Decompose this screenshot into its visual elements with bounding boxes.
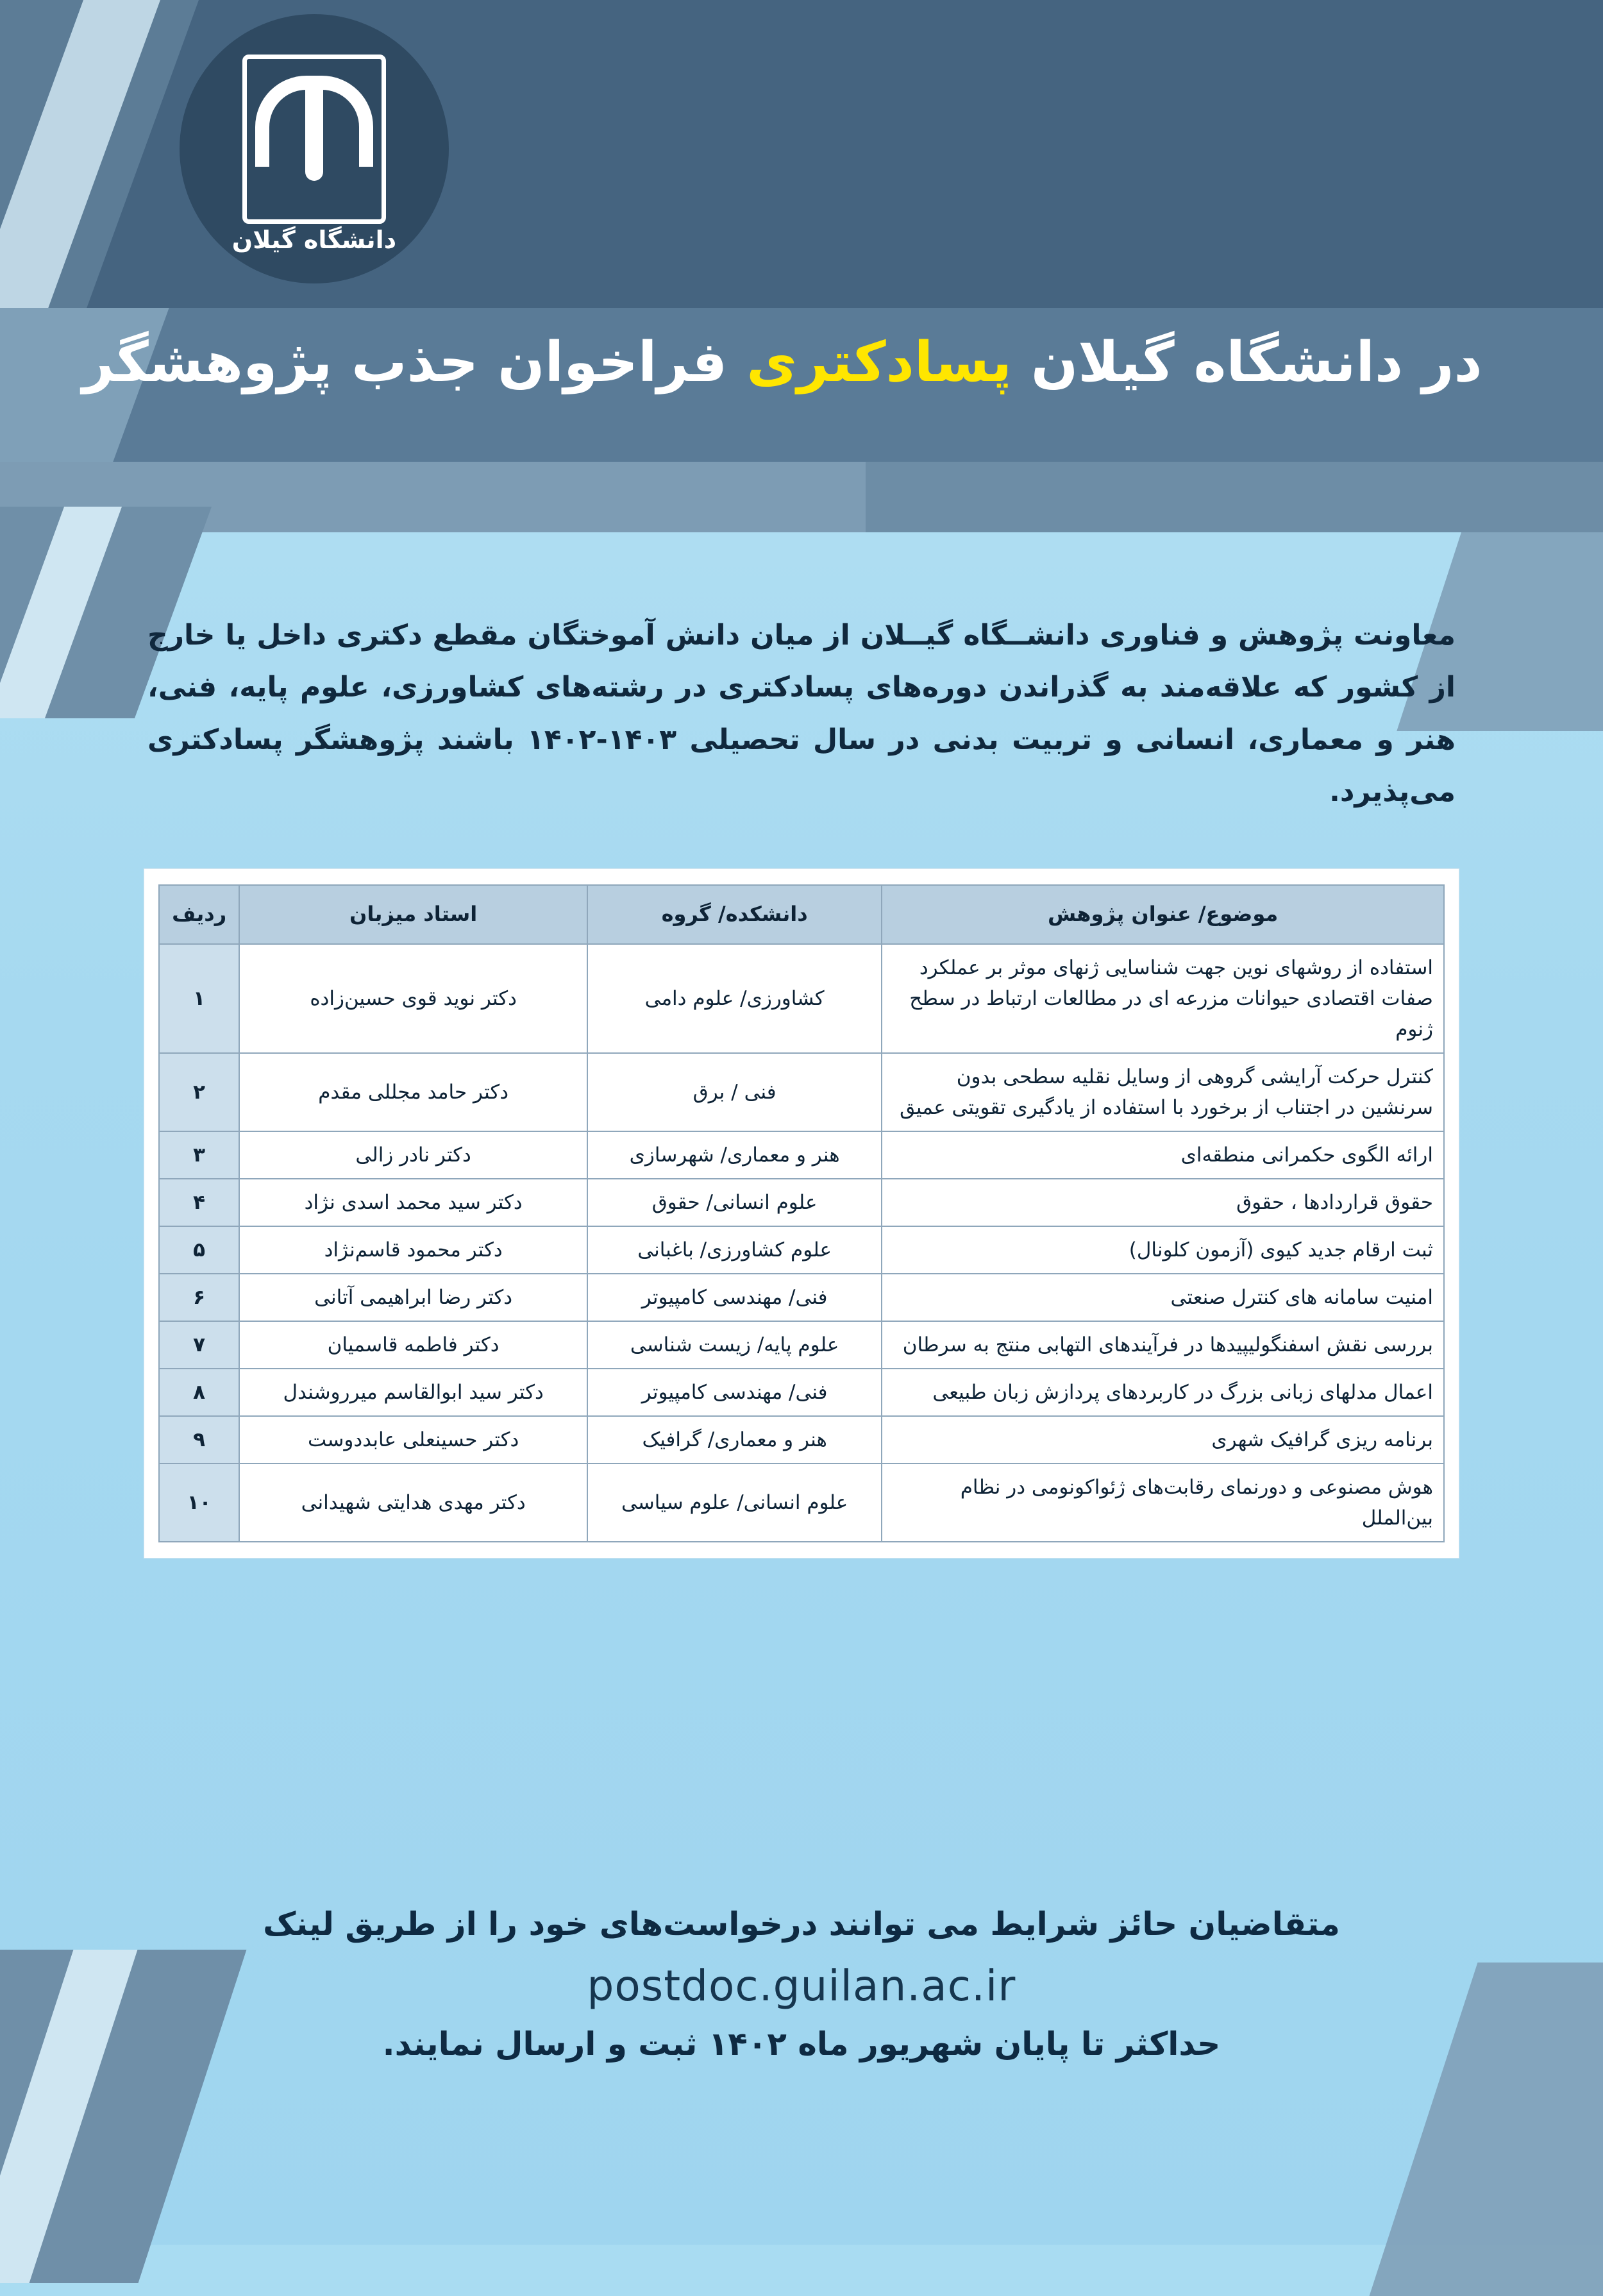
- cell-professor: دکتر رضا ابراهیمی آتانی: [239, 1274, 587, 1321]
- cell-index: ۴: [159, 1179, 239, 1226]
- logo-caption: دانشگاه گیلان: [231, 226, 397, 254]
- research-topics-card: [144, 869, 1459, 1558]
- title-prefix: فراخوان جذب پژوهشگر: [82, 330, 728, 394]
- application-link[interactable]: postdoc.guilan.ac.ir: [587, 1961, 1016, 2011]
- cell-department: علوم کشاورزی/ باغبانی: [587, 1226, 882, 1274]
- cell-index: ۸: [159, 1369, 239, 1416]
- cell-index: ۱۰: [159, 1464, 239, 1542]
- cell-subject: کنترل حرکت آرایشی گروهی از وسایل نقلیه سطحی بدون سرنشین در اجتناب از برخورد با استفاده از یادگیری تقویتی عمیق: [882, 1053, 1444, 1131]
- cell-department: هنر و معماری/ شهرسازی: [587, 1131, 882, 1179]
- cell-index: ۳: [159, 1131, 239, 1179]
- cell-professor: دکتر حامد مجللی مقدم: [239, 1053, 587, 1131]
- cell-department: علوم انسانی/ حقوق: [587, 1179, 882, 1226]
- table-row: [159, 1053, 1444, 1131]
- cell-subject: ارائه الگوی حکمرانی منطقه‌ای: [882, 1131, 1444, 1179]
- table-row: [159, 1464, 1444, 1542]
- table-header-row: [159, 885, 1444, 944]
- column-header-department: دانشکده/ گروه: [587, 885, 882, 944]
- footer-deadline-line: حداکثر تا پایان شهریور ماه ۱۴۰۲ ثبت و ارسال نمایند.: [382, 2025, 1221, 2063]
- cell-professor: دکتر نادر زالی: [239, 1131, 587, 1179]
- cell-department: کشاورزی/ علوم دامی: [587, 944, 882, 1053]
- cell-professor: دکتر حسینعلی عابددوست: [239, 1416, 587, 1464]
- logo-emblem: [180, 14, 449, 283]
- cell-index: ۲: [159, 1053, 239, 1131]
- cell-subject: استفاده از روشهای نوین جهت شناسایی ژنهای موثر بر عملکرد صفات اقتصادی حیوانات مزرعه ای در مطالعات ارتباط در سطح ژنوم: [882, 944, 1444, 1053]
- table-row: [159, 1274, 1444, 1321]
- cell-index: ۹: [159, 1416, 239, 1464]
- research-topics-table: [158, 884, 1445, 1542]
- cell-professor: دکتر محمود قاسم‌نژاد: [239, 1226, 587, 1274]
- column-header-index: ردیف: [159, 885, 239, 944]
- cell-subject: امنیت سامانه های کنترل صنعتی: [882, 1274, 1444, 1321]
- table-row: [159, 1179, 1444, 1226]
- cell-professor: دکتر نوید قوی حسین‌زاده: [239, 944, 587, 1053]
- title-suffix: در دانشگاه گیلان: [1030, 330, 1482, 394]
- cell-index: ۱: [159, 944, 239, 1053]
- university-logo: [173, 14, 449, 296]
- table-row: [159, 1321, 1444, 1369]
- cell-subject: ثبت ارقام جدید کیوی (آزمون کلونال): [882, 1226, 1444, 1274]
- logo-mark-icon: [242, 55, 386, 224]
- table-row: [159, 944, 1444, 1053]
- footer-instruction-line: متقاضیان حائز شرایط می توانند درخواست‌های خود را از طریق لینک: [263, 1905, 1340, 1943]
- column-header-subject: موضوع/ عنوان پژوهش: [882, 885, 1444, 944]
- cell-department: فنی / برق: [587, 1053, 882, 1131]
- cell-professor: دکتر فاطمه قاسمیان: [239, 1321, 587, 1369]
- cell-professor: دکتر سید محمد اسدی نژاد: [239, 1179, 587, 1226]
- cell-department: هنر و معماری/ گرافیک: [587, 1416, 882, 1464]
- cell-professor: دکتر سید ابوالقاسم میرروشندل: [239, 1369, 587, 1416]
- cell-index: ۷: [159, 1321, 239, 1369]
- column-header-professor: استاد میزبان: [239, 885, 587, 944]
- table-row: [159, 1131, 1444, 1179]
- cell-department: علوم پایه/ زیست شناسی: [587, 1321, 882, 1369]
- page-title: [0, 324, 1603, 401]
- cell-department: فنی/ مهندسی کامپیوتر: [587, 1274, 882, 1321]
- table-row: [159, 1226, 1444, 1274]
- cell-professor: دکتر مهدی هدایتی شهیدانی: [239, 1464, 587, 1542]
- cell-subject: برنامه ریزی گرافیک شهری: [882, 1416, 1444, 1464]
- cell-department: علوم انسانی/ علوم سیاسی: [587, 1464, 882, 1542]
- footer: [0, 1898, 1603, 2070]
- title-highlight: پسادکتری: [746, 330, 1012, 394]
- cell-subject: اعمال مدلهای زبانی بزرگ در کاربردهای پردازش زبان طبیعی: [882, 1369, 1444, 1416]
- table-row: [159, 1416, 1444, 1464]
- table-body: [159, 944, 1444, 1542]
- cell-index: ۶: [159, 1274, 239, 1321]
- cell-index: ۵: [159, 1226, 239, 1274]
- cell-subject: حقوق قراردادها ، حقوق: [882, 1179, 1444, 1226]
- cell-subject: هوش مصنوعی و دورنمای رقابت‌های ژئواکونومی در نظام بین‌الملل: [882, 1464, 1444, 1542]
- intro-paragraph: معاونت پژوهش و فناوری دانشــگاه گیــلان از میان دانش آموختگان مقطع دکتری داخل یا خارج از کشور که علاقه‌مند به گذراندن دوره‌های پسادکتری در رشته‌های کشاورزی، علوم پایه، فنی، هنر و معماری، انسانی و تربیت بدنی در سال تحصیلی ۱۴۰۳-۱۴۰۲ باشند پژوهشگر پسادکتری می‌پذیرد.: [147, 619, 1456, 809]
- cell-subject: بررسی نقش اسفنگولیپیدها در فرآیندهای التهابی منتج به سرطان: [882, 1321, 1444, 1369]
- cell-department: فنی/ مهندسی کامپیوتر: [587, 1369, 882, 1416]
- table-row: [159, 1369, 1444, 1416]
